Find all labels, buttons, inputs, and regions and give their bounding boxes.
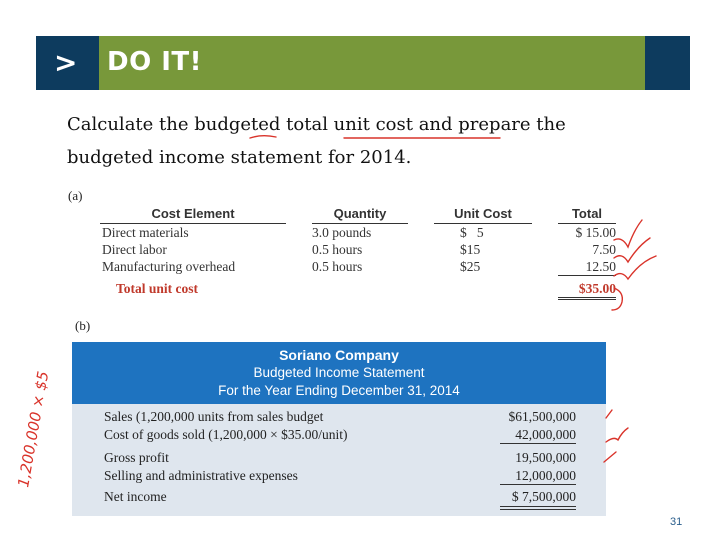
bracket-mark: [612, 288, 622, 310]
cost-element: Direct labor: [102, 241, 167, 257]
check-mark: [606, 428, 628, 442]
cost-element: Direct materials: [102, 224, 189, 240]
check-mark: [614, 220, 642, 247]
unit-cost: $15: [460, 241, 481, 257]
col-header-unit-cost: Unit Cost: [434, 206, 532, 224]
col-header-quantity: Quantity: [312, 206, 408, 224]
line-amount: 42,000,000: [515, 426, 576, 442]
question-text: Calculate the budgeted total unit cost and prepare the budgeted income statement for 2014.: [67, 114, 566, 168]
check-mark: [604, 452, 616, 462]
total-cost: 7.50: [592, 241, 616, 257]
slide-title: DO IT!: [107, 47, 203, 77]
check-mark: [614, 238, 650, 262]
total-cost: 12.50: [585, 258, 616, 274]
line-label: Sales (1,200,000 units from sales budget: [104, 409, 324, 424]
quantity: 0.5 hours: [312, 241, 363, 257]
quantity: 3.0 pounds: [312, 224, 372, 240]
col-header-cost-element: Cost Element: [100, 206, 286, 224]
line-label: Selling and administrative expenses: [104, 467, 298, 483]
part-b-label: (b): [75, 318, 91, 333]
cost-element: Manufacturing overhead: [102, 258, 236, 274]
check-mark: [606, 410, 612, 418]
page-number: 31: [670, 516, 683, 528]
line-label: Gross profit: [104, 450, 169, 465]
line-label: Cost of goods sold (1,200,000 × $35.00/unit): [104, 426, 348, 442]
svg-text:1,200,000 × $5: 1,200,000 × $5: [14, 369, 53, 489]
quantity: 0.5 hours: [312, 258, 363, 274]
company-name: Soriano Company: [279, 347, 399, 363]
handwritten-note: [14, 370, 52, 489]
chevron-right-icon: >: [54, 46, 78, 79]
line-amount: 19,500,000: [515, 450, 576, 465]
total-cost: $ 15.00: [575, 224, 616, 240]
unit-cost: $25: [460, 258, 481, 274]
line-label: Net income: [104, 489, 167, 504]
col-header-total: Total: [558, 206, 616, 224]
underline-mark: [250, 136, 276, 138]
total-unit-cost-value: $35.00: [558, 276, 616, 299]
line-amount: $ 7,500,000: [511, 489, 576, 504]
line-amount: $61,500,000: [508, 409, 576, 424]
line-amount: 12,000,000: [515, 467, 576, 483]
check-mark: [614, 256, 656, 279]
part-a-label: (a): [68, 188, 83, 203]
total-unit-cost-label: Total unit cost: [116, 281, 199, 296]
unit-cost: $ 5: [460, 224, 484, 240]
statement-period: For the Year Ending December 31, 2014: [218, 383, 460, 398]
statement-title: Budgeted Income Statement: [253, 365, 425, 380]
